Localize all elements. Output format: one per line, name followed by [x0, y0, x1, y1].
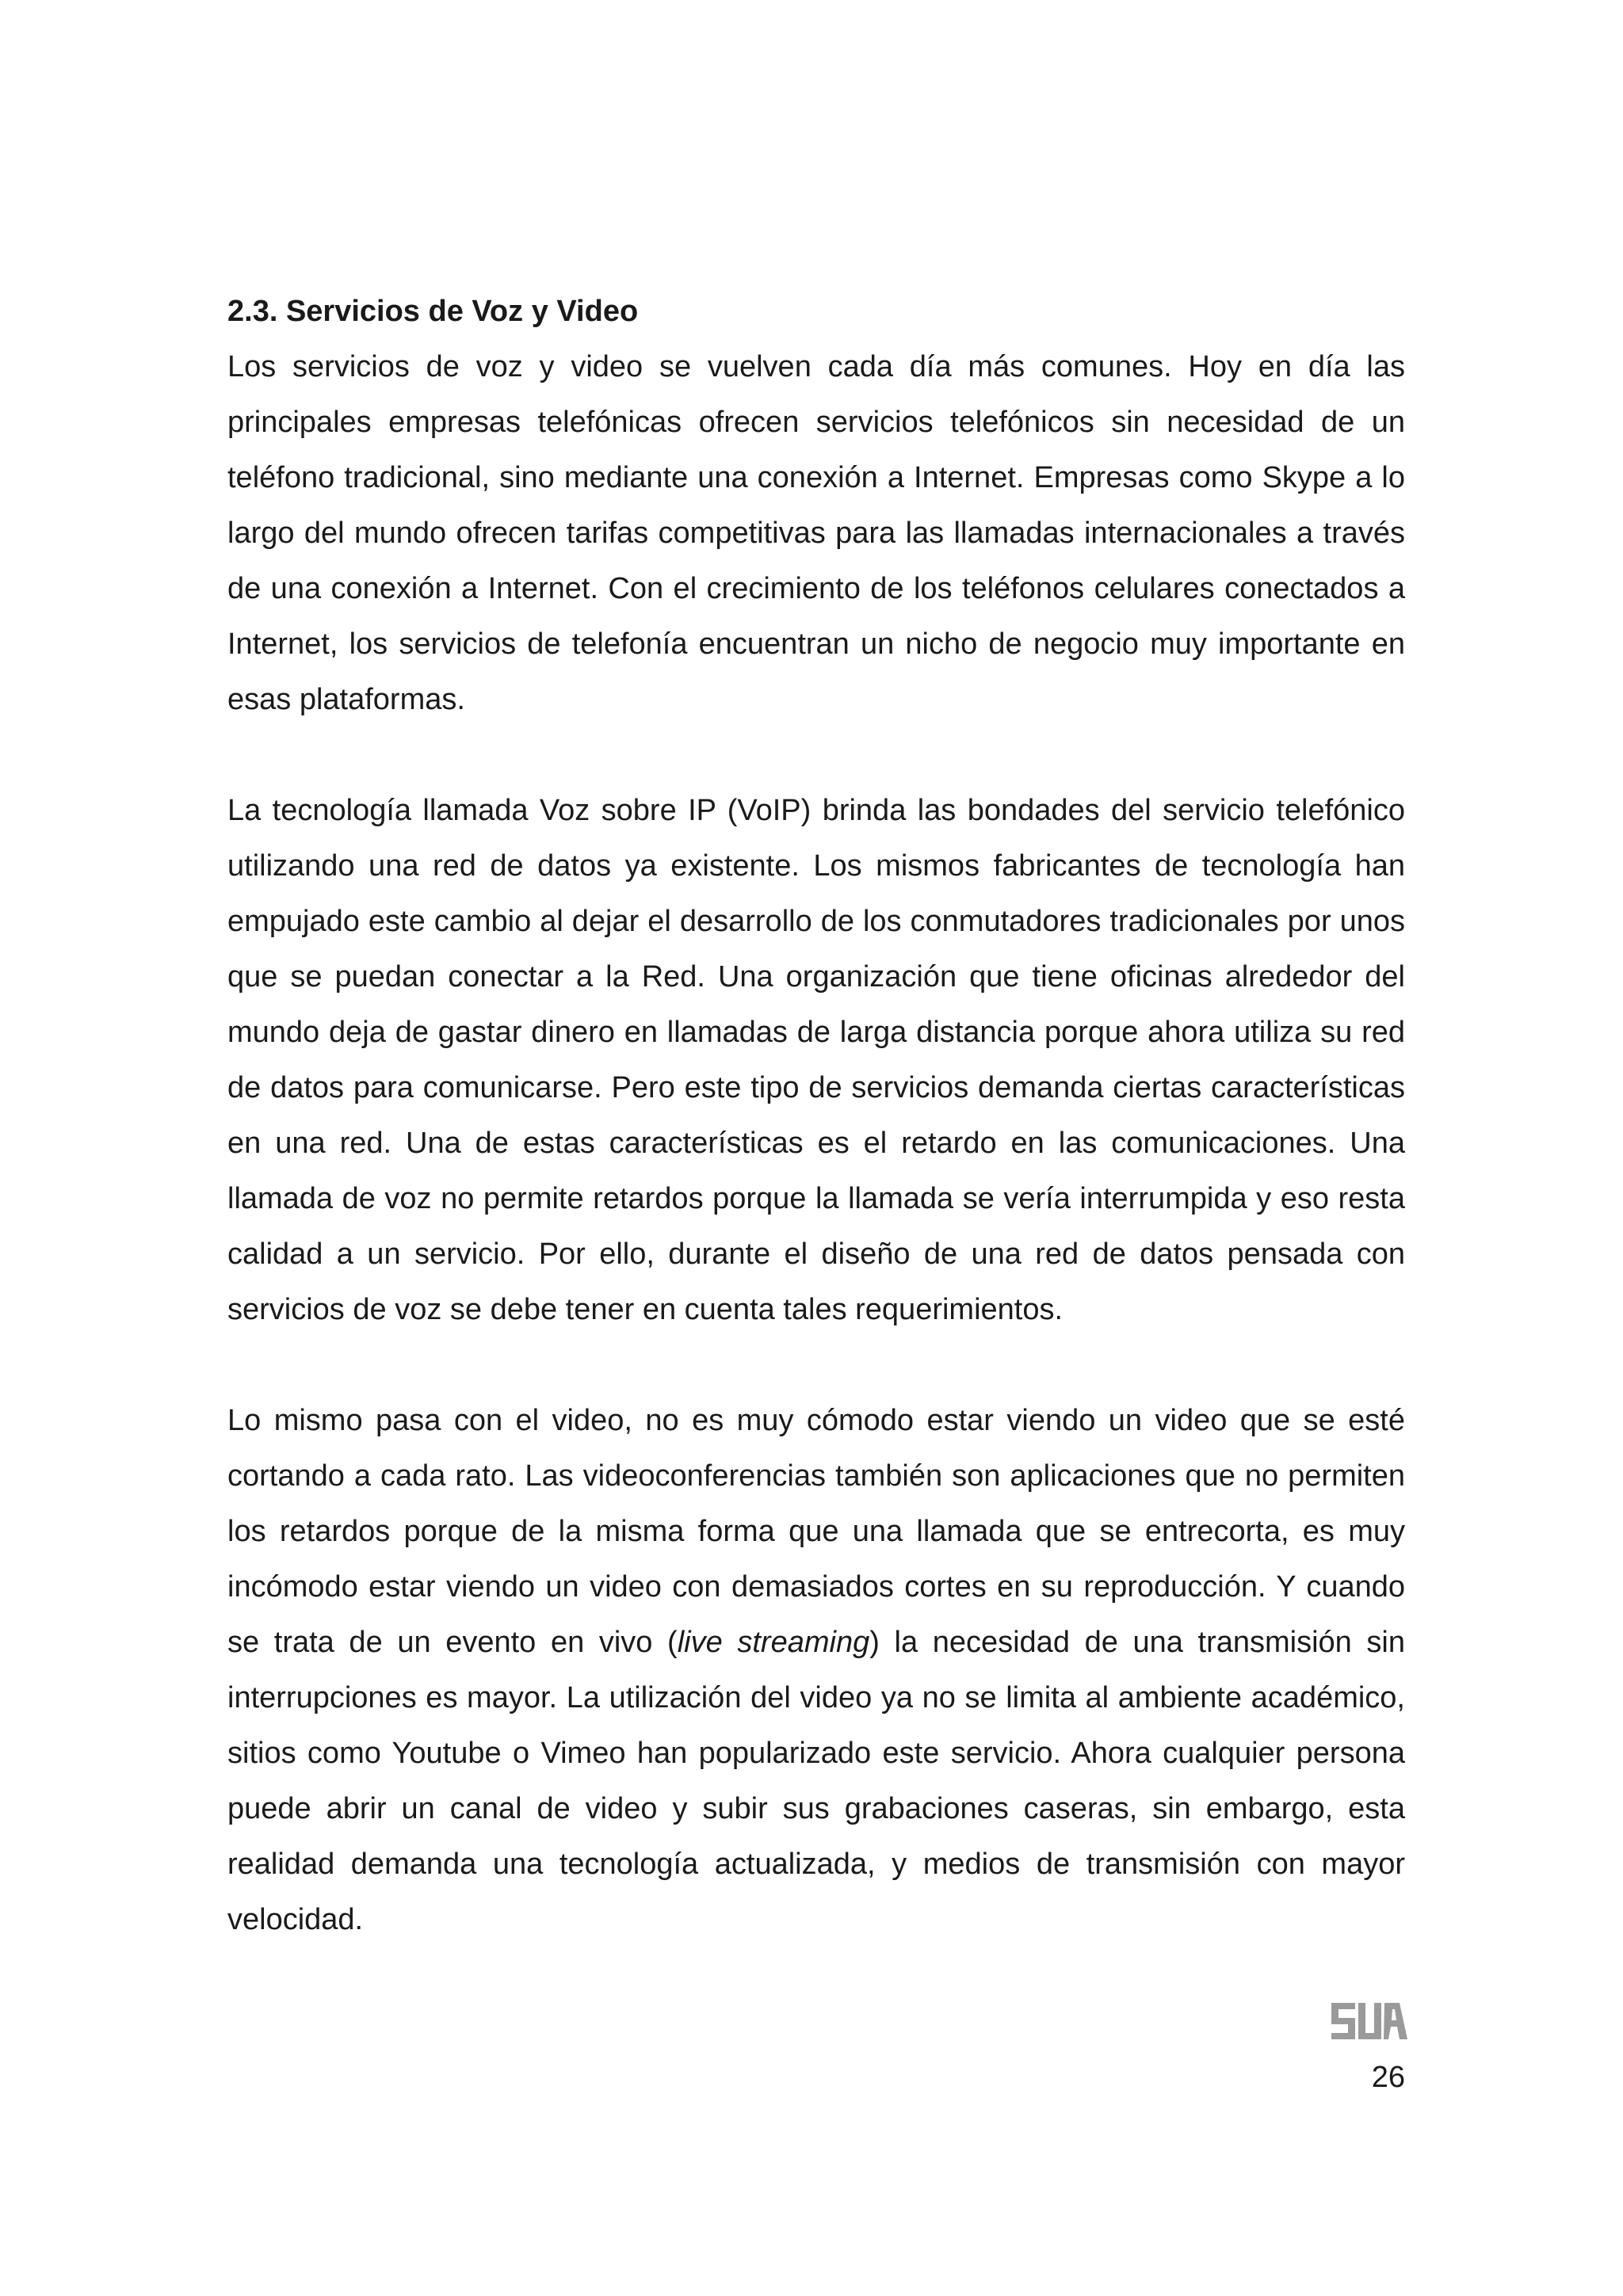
- paragraph-video-text-before: Lo mismo pasa con el video, no es muy cómodo estar viendo un video que se esté cortando a cada rato. Las videoconferencias también son aplicaciones que no permiten los retardos porque de la misma forma que una llamada que se entrecorta, es muy incómodo estar viendo un video con demasiados cortes en su reproducción. Y cuando se trata de un evento en vivo (: [227, 1404, 1405, 1659]
- paragraph-video-text-after: ) la necesidad de una transmisión sin interrupciones es mayor. La utilización del video ya no se limita al ambiente académico, sitios como Youtube o Vimeo han popularizado este servicio. Ahora cualquier persona puede abrir un canal de video y subir sus grabaciones caseras, sin embargo, esta realidad demanda una tecnología actualizada, y medios de transmisión con mayor velocidad.: [227, 1626, 1406, 1936]
- sua-logo-icon: [1331, 2003, 1407, 2039]
- paragraph-video-emphasis: live streaming: [677, 1626, 870, 1659]
- section-title: 2.3. Servicios de Voz y Video: [227, 295, 639, 328]
- paragraph-video: [227, 1393, 1405, 1947]
- paragraph-voice-video-intro: Los servicios de voz y video se vuelven cada día más comunes. Hoy en día las principales empresas telefónicas ofrecen servicios telefónicos sin necesidad de un teléfono tradicional, sino mediante una conexión a Internet. Empresas como Skype a lo largo del mundo ofrecen tarifas competitivas para las llamadas internacionales a través de una conexión a Internet. Con el crecimiento de los teléfonos celulares conectados a Internet, los servicios de telefonía encuentran un nicho de negocio muy importante en esas plataformas.: [227, 350, 1405, 716]
- page-number: 26: [1371, 2061, 1405, 2094]
- paragraph-voip: La tecnología llamada Voz sobre IP (VoIP) brinda las bondades del servicio telefónico utilizando una red de datos ya existente. Los mismos fabricantes de tecnología han empujado este cambio al dejar el desarrollo de los conmutadores tradicionales por unos que se puedan conectar a la Red. Una organización que tiene oficinas alrededor del mundo deja de gastar dinero en llamadas de larga distancia porque ahora utiliza su red de datos para comunicarse. Pero este tipo de servicios demanda ciertas características en una red. Una de estas características es el retardo en las comunicaciones. Una llamada de voz no permite retardos porque la llamada se vería interrumpida y eso resta calidad a un servicio. Por ello, durante el diseño de una red de datos pensada con servicios de voz se debe tener en cuenta tales requerimientos.: [227, 794, 1405, 1326]
- document-body: [227, 284, 1405, 1947]
